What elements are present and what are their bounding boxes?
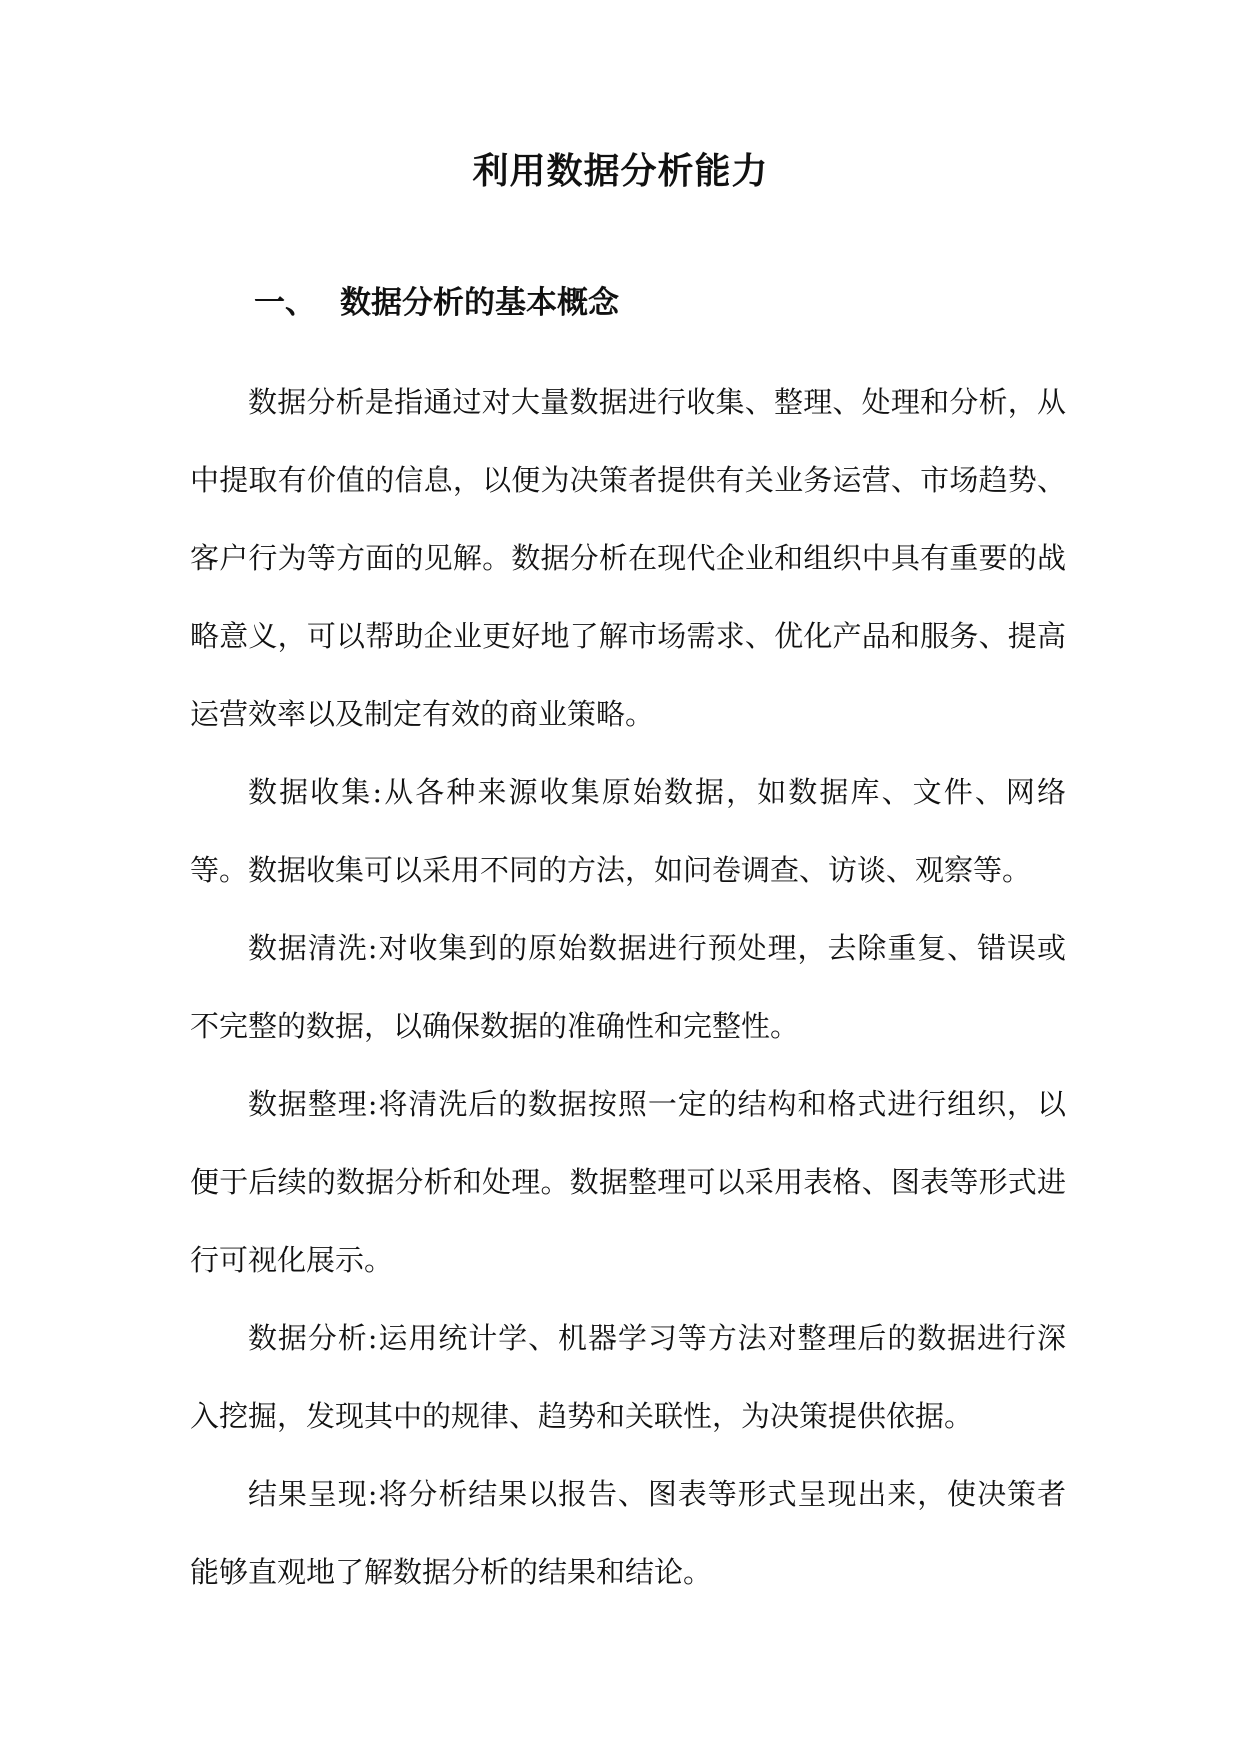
step-text: 对收集到的原始数据进行预处理，去除重复、错误或不完整的数据，以确保数据的准确性和完整性。 xyxy=(190,931,1066,1043)
step-term: 数据清洗: xyxy=(248,931,378,965)
step-text: 从各种来源收集原始数据，如数据库、文件、网络等。数据收集可以采用不同的方法，如问卷调查、访谈、观察等。 xyxy=(190,775,1066,887)
step-term: 结果呈现: xyxy=(248,1477,378,1511)
section-number: 一、 xyxy=(254,285,316,321)
step-text: 将清洗后的数据按照一定的结构和格式进行组织，以便于后续的数据分析和处理。数据整理可以采用表格、图表等形式进行可视化展示。 xyxy=(190,1087,1066,1277)
step-paragraph-cleaning xyxy=(190,909,1066,1065)
intro-paragraph: 数据分析是指通过对大量数据进行收集、整理、处理和分析，从中提取有价值的信息，以便为决策者提供有关业务运营、市场趋势、客户行为等方面的见解。数据分析在现代企业和组织中具有重要的战略意义，可以帮助企业更好地了解市场需求、优化产品和服务、提高运营效率以及制定有效的商业策略。 xyxy=(190,385,1066,731)
step-paragraph-organizing xyxy=(190,1065,1066,1299)
step-term: 数据整理: xyxy=(248,1087,378,1121)
step-term: 数据收集: xyxy=(248,775,383,809)
section-title: 数据分析的基本概念 xyxy=(340,285,619,321)
section-heading xyxy=(254,280,619,326)
step-paragraph-analysis xyxy=(190,1299,1066,1455)
document-body xyxy=(190,363,1066,1611)
step-paragraph-presentation xyxy=(190,1455,1066,1611)
step-text: 运用统计学、机器学习等方法对整理后的数据进行深入挖掘，发现其中的规律、趋势和关联性，为决策提供依据。 xyxy=(190,1321,1066,1433)
document-title: 利用数据分析能力 xyxy=(472,151,769,192)
step-text: 将分析结果以报告、图表等形式呈现出来，使决策者能够直观地了解数据分析的结果和结论。 xyxy=(190,1477,1066,1589)
step-paragraph-collection xyxy=(190,753,1066,909)
step-term: 数据分析: xyxy=(248,1321,378,1355)
